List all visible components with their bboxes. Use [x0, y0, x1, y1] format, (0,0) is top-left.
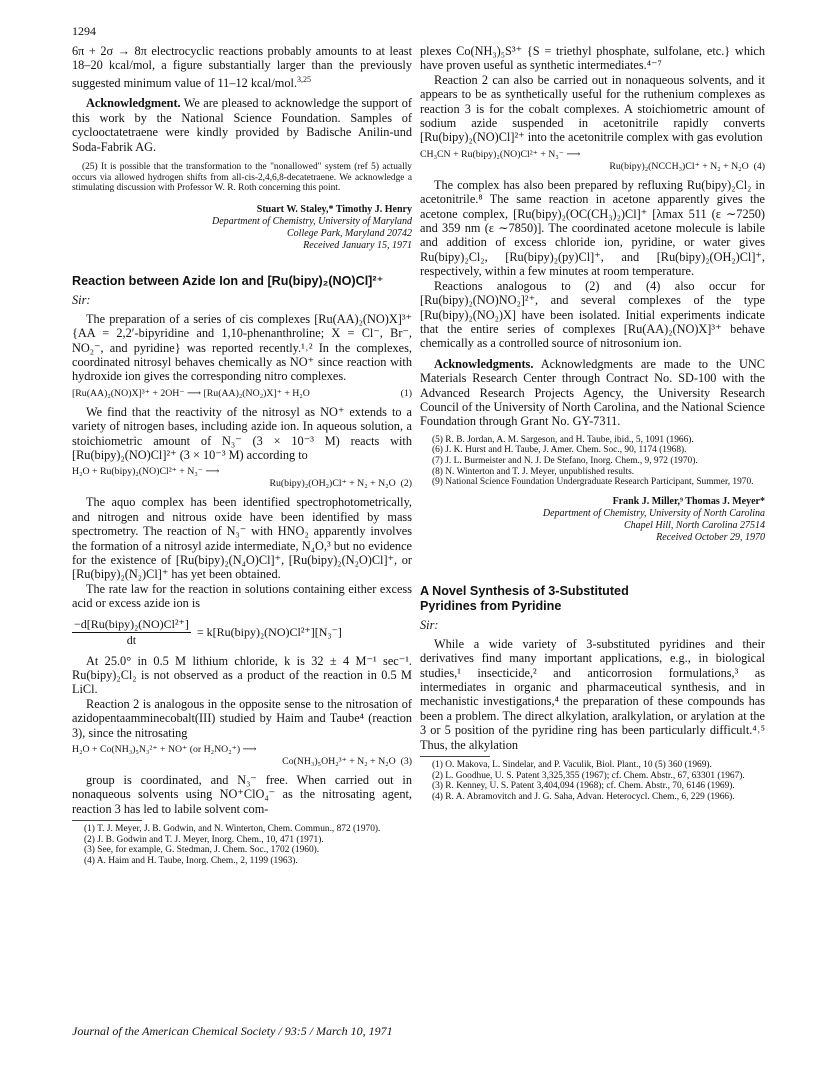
article-title: Reaction between Azide Ion and [Ru(bipy)₂(NO)Cl]²⁺ [72, 273, 384, 288]
paragraph: Reaction 2 is analogous in the opposite sense to the nitrosation of azidopentaamminecobalt(III) studied by Haim and Taube⁴ (reaction 3), since the nitrosating [72, 696, 412, 740]
right-column [420, 44, 765, 802]
page-number: 1294 [72, 24, 96, 38]
affiliation: Department of Chemistry, University of North Carolina [542, 507, 765, 519]
salutation: Sir: [420, 617, 439, 632]
reference: (1) O. Makova, L. Sindelar, and P. Vaculik, Biol. Plant., 10 (5) 360 (1969). [432, 759, 712, 770]
journal-footer: Journal of the American Chemical Society / 93:5 / March 10, 1971 [72, 1024, 393, 1038]
paragraph: The rate law for the reaction in solutions containing either excess acid or excess azide ion is [72, 581, 412, 611]
reference: (6) J. K. Hurst and H. Taube, J. Amer. Chem. Soc., 90, 1174 (1968). [432, 445, 687, 456]
reference: (5) R. B. Jordan, A. M. Sargeson, and H. Taube, ibid., 5, 1091 (1966). [432, 434, 694, 445]
paragraph: 6π + 2σ → 8π electrocyclic reactions probably amounts to at least 18–20 kcal/mol, a figure substantially larger than the previously suggested minimum value of 11–12 kcal/mol.$^{3,25}$ [72, 44, 412, 90]
reference: (7) J. L. Burmeister and N. J. De Stefano, Inorg. Chem., 9, 972 (1970). [432, 455, 698, 466]
paragraph: Reaction 2 can also be carried out in nonaqueous solvents, and it appears to be as synthetically useful for the ruthenium complexes as reaction 3 is for the cobalt complexes. A stoichiometric amount of sodium azide suspended in acetonitrile rapidly converts [Ru(bipy)₂(NO)Cl]²⁺ into the acetonitrile complex with gas evolution [420, 72, 765, 145]
affiliation-city: Chapel Hill, North Carolina 27514 [623, 519, 765, 531]
author-block [72, 204, 412, 252]
acknowledgment: Acknowledgment. We are pleased to acknowledge the support of this work by the National Science Foundation. Samples of cyclooctatetraene were kindly provided by Badische Anilin-und Soda-Fabrik AG. [72, 96, 412, 154]
reference: (4) A. Haim and H. Taube, Inorg. Chem., 2, 1199 (1963). [84, 856, 298, 867]
paragraph: At 25.0° in 0.5 M lithium chloride, k is 32 ± 4 M⁻¹ sec⁻¹. Ru(bipy)₂Cl₂ is not observed as a product of the reaction in 0.5 M LiCl. [72, 653, 412, 697]
authors: Frank J. Miller,⁹ Thomas J. Meyer* [612, 495, 765, 507]
reference: (1) T. J. Meyer, J. B. Godwin, and N. Winterton, Chem. Commun., 872 (1970). [84, 824, 381, 835]
acknowledgments: Acknowledgments. Acknowledgments are made to the UNC Materials Research Center through Contract No. SD-100 with the Advanced Research Projects Agency, the University Research Council of the University of North Carolina, and the National Science Foundation through Grant No. GY-7311. [420, 356, 765, 429]
affiliation: Department of Chemistry, University of Maryland [212, 215, 412, 227]
paragraph: The preparation of a series of cis complexes [Ru(AA)₂(NO)X]³⁺ {AA = 2,2′-bipyridine and 1,10-phenanthroline; X = Cl⁻, Br⁻, NO₂⁻, and pyridine} was reported recently.¹˒² In the complexes, coordinated nitrosyl behaves chemically as NO⁺ since reaction with hydroxide ion gives the corresponding nitro complexes. [72, 311, 412, 384]
reference: (3) See, for example, G. Stedman, J. Chem. Soc., 1702 (1960). [84, 845, 320, 856]
rate-law: $\frac{\text{−d[Ru(bipy)₂(NO)Cl²⁺]}}{dt}$ = k[Ru(bipy)₂(NO)Cl²⁺][N₃⁻] [74, 616, 342, 647]
reference: (4) R. A. Abramovitch and J. G. Saha, Advan. Heterocycl. Chem., 6, 229 (1966). [432, 791, 735, 802]
equation-3: H₂O + Co(NH₃)₅N₃²⁺ + NO⁺ (or H₂NO₂⁺) ⟶ Co(NH₃)₅OH₂³⁺ + N₂ + N₂O (3) [72, 744, 412, 768]
equation-1: [Ru(AA)₂(NO)X]³⁺ + 2OH⁻ ⟶ [Ru(AA)₂(NO₂)X]⁺ + H₂O (1) [72, 387, 412, 399]
article-title: A Novel Synthesis of 3-Substituted Pyridines from Pyridine [420, 583, 629, 613]
reference: (9) National Science Foundation Undergraduate Research Participant, Summer, 1970. [432, 477, 754, 488]
received-date: Received October 29, 1970 [656, 531, 765, 543]
affiliation-city: College Park, Maryland 20742 [287, 227, 412, 239]
authors: Stuart W. Staley,* Timothy J. Henry [256, 203, 412, 215]
reference: (2) L. Goodhue, U. S. Patent 3,325,355 (1967); cf. Chem. Abstr., 67, 63301 (1967). [432, 770, 745, 781]
reference: (3) R. Kenney, U. S. Patent 3,404,094 (1968); cf. Chem. Abstr., 70, 6146 (1969). [432, 781, 735, 792]
reference: (2) J. B. Godwin and T. J. Meyer, Inorg. Chem., 10, 471 (1971). [84, 834, 324, 845]
equation-2: H₂O + Ru(bipy)₂(NO)Cl²⁺ + N₃⁻ ⟶ Ru(bipy)₂(OH₂)Cl⁺ + N₂ + N₂O (2) [72, 466, 412, 490]
equation-4: CH₃CN + Ru(bipy)₂(NO)Cl²⁺ + N₃⁻ ⟶ Ru(bipy)₂(NCCH₃)Cl⁺ + N₂ + N₂O (4) [420, 148, 765, 172]
paragraph: The aquo complex has been identified spectrophotometrically, and nitrogen and nitrous oxide have been identified by mass spectrometry. The reaction of N₃⁻ with HNO₂ apparently involves the formation of a nitrosyl azide intermediate, N₄O,³ but no evidence for the existence of [Ru(bipy)₂(N₄O)Cl]⁺, [Ru(bipy)₂(N₂O)Cl]⁺, or [Ru(bipy)₂(N₂)Cl]⁺ has yet been obtained. [72, 495, 412, 582]
paragraph: While a wide variety of 3-substituted pyridines and their derivatives find many important applications, e.g., in biological studies,¹ insecticide,² and anticorrosion formulations,³ as intermediates in organic and pharmaceutical synthesis, and in mechanistic investigations,⁴ the preparation of these compounds has been a problem. The direct alkylation, aralkylation, or arylation at the 3 or 5 position of the pyridine ring has been particularly difficult.⁴˒⁵ Thus, the alkylation [420, 636, 765, 752]
paragraph: plexes Co(NH₃)₅S³⁺ {S = triethyl phosphate, sulfolane, etc.} which have proven useful as synthetic intermediates.⁴⁻⁷ [420, 44, 765, 73]
footnote-25: (25) It is possible that the transformation to the "nonallowed" system (ref 5) actually occurs via allowed hydrogen shifts from all-cis-2,4,6,8-decatetraene. We acknowledge a stimulating discussion with Professor W. R. Roth concerning this point. [72, 161, 412, 194]
salutation: Sir: [72, 292, 91, 307]
references-right [420, 435, 765, 488]
footnote-rule [72, 820, 142, 821]
left-column [72, 44, 412, 867]
paragraph: We find that the reactivity of the nitrosyl as NO⁺ extends to a variety of nitrogen bases, including azide ion. In aqueous solution, a stoichiometric amount of N₃⁻ (3 × 10⁻³ M) reacts with [Ru(bipy)₂(NO)Cl]²⁺ (3 × 10⁻³ M) according to [72, 404, 412, 462]
references-right-2 [420, 760, 765, 802]
paragraph: The complex has also been prepared by refluxing Ru(bipy)₂Cl₂ in acetonitrile.⁸ The same reaction in acetone apparently gives the acetone complex, [Ru(bipy)₂(OC(CH₃)₂)Cl]⁺ [λmax 511 (ε ∼7250) and 359 nm (ε ∼7850)]. The coordinated acetone molecule is labile and addition of excess chloride ion, pyridine, or water gives Ru(bipy)₂Cl₂, [Ru(bipy)₂(py)Cl]⁺, and [Ru(bipy)₂(OH₂)Cl]⁺, respectively, within a few minutes at room temperature. [420, 177, 765, 279]
references-left [72, 824, 412, 866]
paragraph: group is coordinated, and N₃⁻ free. When carried out in nonaqueous solvents using NO⁺ClO₄⁻ as the nitrosating agent, reaction 3 has led to labile solvent com- [72, 773, 412, 816]
received-date: Received January 15, 1971 [303, 239, 412, 251]
reference: (8) N. Winterton and T. J. Meyer, unpublished results. [432, 466, 635, 477]
author-block [420, 496, 765, 544]
footnote-rule [420, 756, 490, 757]
paragraph: Reactions analogous to (2) and (4) also occur for [Ru(bipy)₂(NO)NO₂]²⁺, and several complexes of the type [Ru(bipy)₂(NO₂)X] have been isolated. Initial experiments indicate that the entire series of complexes [Ru(AA)₂(NO)X]³⁺ behave chemically as a controlled source of nitrosonium ion. [420, 278, 765, 351]
